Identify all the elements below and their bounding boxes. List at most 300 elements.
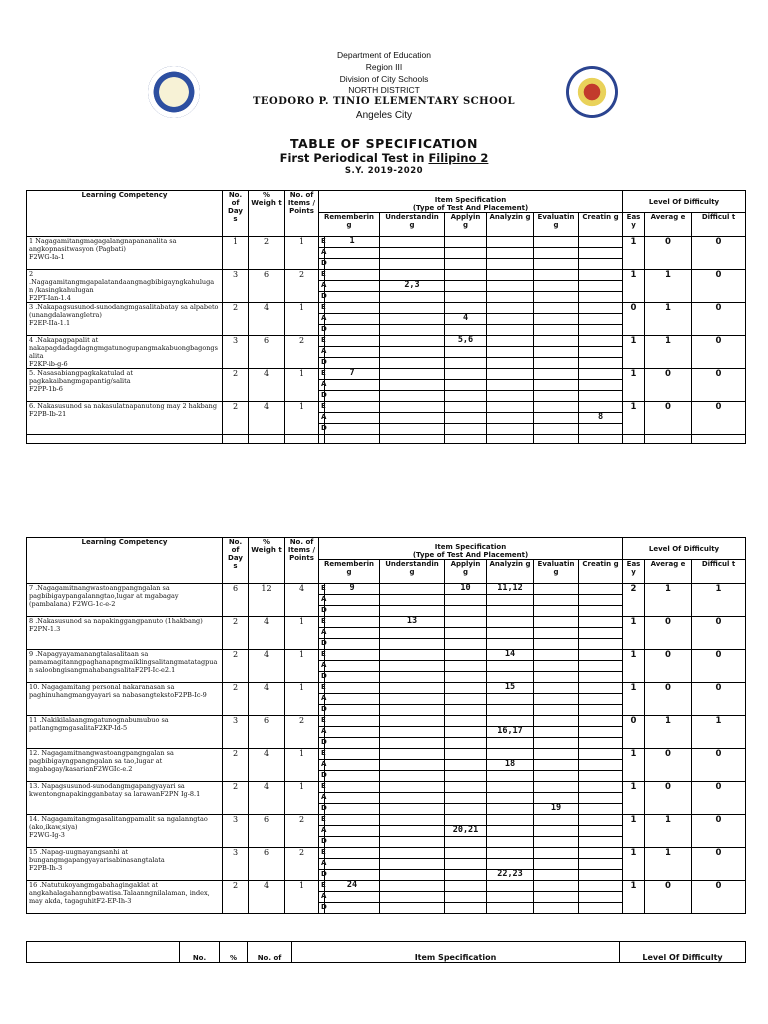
weight-cell: 6 [249,716,285,749]
level-letter: E [319,402,325,413]
average-count: 0 [645,237,692,270]
item-number-cell [534,606,579,617]
level-letter: E [319,848,325,859]
item-number-cell [380,738,445,749]
item-number-cell [445,281,487,292]
item-number-cell [325,661,380,672]
learning-competency-header: Learning Competency [27,191,223,237]
items-cell: 1 [285,617,319,650]
item-number-cell [380,639,445,650]
item-number-cell [380,672,445,683]
item-number-cell [487,749,534,760]
item-number-cell [325,848,380,859]
item-number-cell [325,870,380,881]
item-number-cell [534,259,579,270]
item-number-cell [534,881,579,892]
easy-count: 1 [623,749,645,782]
item-number-cell [487,837,534,848]
spec-table-2 [26,537,746,914]
item-number-cell [487,281,534,292]
days-header: No. of Day s [223,538,249,584]
item-number-cell [579,369,623,380]
item-number-cell [534,292,579,303]
item-number-cell [380,369,445,380]
average-count: 0 [645,683,692,716]
item-number-cell [380,881,445,892]
item-number-cell [380,237,445,248]
item-number-cell [579,628,623,639]
item-number-cell [380,595,445,606]
level-letter: E [319,749,325,760]
item-number-cell [445,606,487,617]
item-number-cell: 7 [325,369,380,380]
item-number-cell [445,859,487,870]
item-number-cell [380,584,445,595]
level-letter: E [319,369,325,380]
level-letter: A [319,413,325,424]
item-number-cell [579,391,623,402]
competency-cell: 16 .Natutukoyangmgabahagingaklat at angkahalagahanngbawatisa.Talaanngnilalaman, index, may akda, tagaguhitF2-EP-Ih-3 [27,881,223,914]
weight-cell: 6 [249,848,285,881]
item-number-cell [445,793,487,804]
item-number-cell [487,881,534,892]
item-number-cell [487,424,534,435]
item-number-cell [380,848,445,859]
item-number-cell [445,705,487,716]
item-number-cell [487,705,534,716]
item-number-cell [534,760,579,771]
competency-subrow [27,303,746,314]
item-number-cell [445,771,487,782]
difficult-count: 0 [692,848,746,881]
item-number-cell [445,782,487,793]
items-cell: 2 [285,716,319,749]
level-letter: D [319,870,325,881]
level-letter: D [319,672,325,683]
difficult-count: 1 [692,584,746,617]
competency-cell: 12. Nagagamitnangwastoangpangngalan sa pagbibigayngpangngalan sa tao,lugar at mgabagay/kasarianF2WGIc-e.2 [27,749,223,782]
weight-header: % Weigh t [249,538,285,584]
item-number-cell [445,749,487,760]
item-number-cell [487,716,534,727]
difficult-count: 0 [692,650,746,683]
level-letter: A [319,727,325,738]
item-number-cell [325,413,380,424]
days-cell: 3 [223,270,249,303]
document-title: TABLE OF SPECIFICATION [290,136,478,151]
item-number-cell [534,870,579,881]
understanding-header: Understandin g [380,560,445,584]
competency-subrow [27,237,746,248]
item-number-cell [534,903,579,914]
level-letter: D [319,391,325,402]
item-number-cell [325,749,380,760]
item-number-cell [487,259,534,270]
analyzing-header: Analyzin g [487,213,534,237]
item-number-cell [487,369,534,380]
average-count: 0 [645,650,692,683]
item-number-cell [534,727,579,738]
item-number-cell [579,870,623,881]
difficult-count: 0 [692,683,746,716]
competency-cell: 10. Nagagamitang personal nakaranasan sa paghinuhangmangyayari sa nabasangtekstoF2PB-Ic-9 [27,683,223,716]
item-number-cell: 11,12 [487,584,534,595]
item-number-cell [487,303,534,314]
competency-subrow [27,683,746,694]
item-number-cell [445,815,487,826]
item-number-cell [325,837,380,848]
days-header: No. of Day s [223,191,249,237]
item-number-cell [534,694,579,705]
item-number-cell [445,325,487,336]
weight-cell: 4 [249,303,285,336]
item-number-cell [445,837,487,848]
difficult-header: Difficul t [692,213,746,237]
item-number-cell: 1 [325,237,380,248]
item-number-cell [579,815,623,826]
competency-subrow [27,402,746,413]
item-number-cell [325,617,380,628]
creating-header: Creatin g [579,560,623,584]
item-number-cell [487,347,534,358]
learning-competency-header: Learning Competency [27,538,223,584]
item-number-cell [579,859,623,870]
competency-cell: 9 .Napagyayamanangtalasalitaan sa pamamagitanngpaghanapngmaiklingsalitangmatatagpua n saloobngisangmahabangsalitaF2PI-Ic-e2.1 [27,650,223,683]
item-number-cell [445,413,487,424]
item-number-cell [534,716,579,727]
competency-cell: 11 .Nakikilalaangmgatunognabumubuo sa patlangngmgasalitaF2KP-Id-5 [27,716,223,749]
days-cell: 3 [223,848,249,881]
item-number-cell [445,892,487,903]
level-letter: D [319,325,325,336]
weight-cell: 2 [249,237,285,270]
easy-count: 1 [623,650,645,683]
difficult-count: 0 [692,237,746,270]
item-number-cell [579,793,623,804]
easy-header: Eas y [623,560,645,584]
item-number-cell [579,595,623,606]
item-number-cell [579,325,623,336]
weight-cell: 4 [249,881,285,914]
item-number-cell [445,650,487,661]
item-number-cell [380,892,445,903]
division-line: Division of City Schools [339,74,429,84]
level-letter: A [319,347,325,358]
item-number-cell [487,413,534,424]
item-number-cell [579,303,623,314]
table3-level-header: Level Of Difficulty [620,942,746,963]
item-number-cell [579,892,623,903]
item-number-cell [325,595,380,606]
item-number-cell [579,237,623,248]
item-number-cell [487,314,534,325]
item-number-cell [445,760,487,771]
item-number-cell [579,661,623,672]
item-number-cell [445,661,487,672]
item-number-cell [579,358,623,369]
competency-cell: 13. Napagsusunod-sunodangmgapangyayari sa kwentongnapakingganbatay sa larawanF2PN Ig-8.1 [27,782,223,815]
item-number-cell [445,639,487,650]
items-cell: 2 [285,270,319,303]
item-number-cell [380,358,445,369]
item-number-cell [380,661,445,672]
level-letter: E [319,303,325,314]
item-number-cell [534,380,579,391]
item-number-cell [534,672,579,683]
days-cell: 2 [223,617,249,650]
table3-noof-header: No. of [248,942,292,963]
item-number-cell [325,391,380,402]
difficult-count: 0 [692,749,746,782]
easy-count: 1 [623,881,645,914]
item-number-cell [487,639,534,650]
item-number-cell [579,402,623,413]
item-number-cell [325,325,380,336]
item-number-cell [445,870,487,881]
item-number-cell [325,259,380,270]
item-number-cell [534,892,579,903]
item-number-cell [380,727,445,738]
average-count: 1 [645,303,692,336]
competency-subrow [27,617,746,628]
item-number-cell [487,380,534,391]
level-letter: E [319,650,325,661]
items-cell: 2 [285,336,319,369]
item-number-cell [534,705,579,716]
item-number-cell [325,738,380,749]
level-letter: A [319,380,325,391]
item-number-cell [579,826,623,837]
item-number-cell [487,782,534,793]
creating-header: Creatin g [579,213,623,237]
item-number-cell [445,881,487,892]
item-number-cell [487,826,534,837]
days-cell: 2 [223,650,249,683]
item-number-cell [445,628,487,639]
easy-count: 1 [623,848,645,881]
item-number-cell [487,771,534,782]
item-number-cell [534,837,579,848]
item-number-cell [487,606,534,617]
level-letter: A [319,859,325,870]
average-count: 0 [645,402,692,435]
item-number-cell [380,413,445,424]
items-cell: 2 [285,848,319,881]
level-letter: A [319,694,325,705]
item-number-cell [487,661,534,672]
items-cell: 2 [285,815,319,848]
competency-cell: 3 .Nakapagsusunod-sunodangmgasalitabatay sa alpabeto (unangdalawangletra) F2EP-IIa-1.1 [27,303,223,336]
item-number-cell [579,804,623,815]
item-number-cell [534,358,579,369]
item-number-cell [325,903,380,914]
items-cell: 1 [285,881,319,914]
item-number-cell: 18 [487,760,534,771]
item-number-cell [534,270,579,281]
level-difficulty-header: Level Of Difficulty [623,538,746,560]
item-number-cell [380,705,445,716]
level-letter: A [319,826,325,837]
item-number-cell [579,705,623,716]
item-number-cell [380,694,445,705]
competency-cell: 14. Nagagamitangmgasalitangpamalit sa ngalanngtao (ako,ikaw,siya) F2WG-Ig-3 [27,815,223,848]
evaluating-header: Evaluatin g [534,560,579,584]
item-number-cell [380,259,445,270]
weight-cell: 4 [249,617,285,650]
applying-header: Applyin g [445,560,487,584]
days-cell: 1 [223,237,249,270]
items-cell: 1 [285,402,319,435]
item-number-cell [445,237,487,248]
item-number-cell [445,292,487,303]
level-letter: A [319,595,325,606]
difficult-count: 0 [692,402,746,435]
item-number-cell [325,380,380,391]
items-cell: 4 [285,584,319,617]
item-number-cell: 2,3 [380,281,445,292]
remembering-header: Rememberin g [319,560,380,584]
days-cell: 3 [223,716,249,749]
item-number-cell [325,424,380,435]
item-number-cell [487,694,534,705]
item-number-cell: 4 [445,314,487,325]
item-number-cell [445,424,487,435]
average-count: 0 [645,369,692,402]
item-number-cell [380,606,445,617]
item-number-cell [579,749,623,760]
item-number-cell [325,606,380,617]
average-count: 1 [645,336,692,369]
item-number-cell [325,347,380,358]
document-subtitle: First Periodical Test in Filipino 2 [279,151,489,165]
level-letter: D [319,358,325,369]
level-letter: D [319,837,325,848]
item-number-cell [380,793,445,804]
item-number-cell [534,303,579,314]
item-number-cell [534,639,579,650]
item-number-cell [579,584,623,595]
item-number-cell [325,303,380,314]
items-cell: 1 [285,237,319,270]
level-letter: D [319,738,325,749]
level-letter: E [319,815,325,826]
item-number-cell [534,402,579,413]
item-number-cell [325,727,380,738]
item-number-cell [445,727,487,738]
item-number-cell [445,903,487,914]
item-number-cell [325,281,380,292]
competency-subrow [27,650,746,661]
item-number-cell [380,380,445,391]
item-number-cell [534,826,579,837]
remembering-header: Rememberin g [319,213,380,237]
spec-table-3 [26,941,746,963]
table3-pct-header: % [220,942,248,963]
school-year: S.Y. 2019-2020 [344,166,424,176]
competency-cell: 7 .Nagagamitnangwastoangpangngalan sa pagbibigaypangalanngtao,lugar at mgabagay (pambalana) F2WG-1c-e-2 [27,584,223,617]
easy-count: 1 [623,237,645,270]
average-count: 0 [645,617,692,650]
item-number-cell [445,347,487,358]
item-number-cell [325,782,380,793]
item-number-cell [579,606,623,617]
table3-blank-cell [27,942,180,963]
easy-header: Eas y [623,213,645,237]
item-number-cell [579,650,623,661]
competency-cell: 2 .Nagagamitangmgapalatandaangnagbibigayngkahuluga n /kasingkahulugan F2PT-Ian-1.4 [27,270,223,303]
item-number-cell [380,424,445,435]
item-number-cell [325,402,380,413]
level-letter: D [319,804,325,815]
difficult-count: 0 [692,270,746,303]
item-number-cell [325,760,380,771]
item-number-cell [380,804,445,815]
average-header: Averag e [645,560,692,584]
difficult-count: 0 [692,336,746,369]
item-number-cell [534,325,579,336]
item-number-cell [325,248,380,259]
item-number-cell [445,358,487,369]
average-count: 0 [645,749,692,782]
easy-count: 1 [623,270,645,303]
item-number-cell [579,617,623,628]
level-letter: D [319,606,325,617]
item-number-cell [534,650,579,661]
item-number-cell [534,391,579,402]
item-number-cell [445,672,487,683]
items-header: No. of Items / Points [285,191,319,237]
item-number-cell [325,793,380,804]
item-number-cell [325,859,380,870]
days-cell: 6 [223,584,249,617]
item-number-cell [534,595,579,606]
level-letter: E [319,584,325,595]
days-cell: 3 [223,815,249,848]
average-count: 1 [645,270,692,303]
item-spec-header: Item Specification (Type of Test And Placement) [319,538,623,560]
item-number-cell [487,248,534,259]
level-letter: E [319,881,325,892]
item-number-cell [579,771,623,782]
item-number-cell [487,793,534,804]
item-number-cell [325,336,380,347]
level-letter: D [319,259,325,270]
item-number-cell [487,292,534,303]
item-number-cell [325,716,380,727]
item-number-cell [579,259,623,270]
easy-count: 1 [623,402,645,435]
days-cell: 2 [223,369,249,402]
item-number-cell [579,336,623,347]
item-number-cell [325,771,380,782]
item-number-cell [445,848,487,859]
item-number-cell [579,639,623,650]
level-letter: A [319,892,325,903]
item-number-cell [445,738,487,749]
item-number-cell [380,628,445,639]
difficult-count: 0 [692,303,746,336]
level-letter: E [319,782,325,793]
analyzing-header: Analyzin g [487,560,534,584]
item-number-cell [534,237,579,248]
item-number-cell [487,358,534,369]
item-number-cell [325,815,380,826]
weight-cell: 6 [249,270,285,303]
difficult-count: 1 [692,716,746,749]
item-number-cell [487,903,534,914]
item-number-cell [487,336,534,347]
item-number-cell [534,413,579,424]
